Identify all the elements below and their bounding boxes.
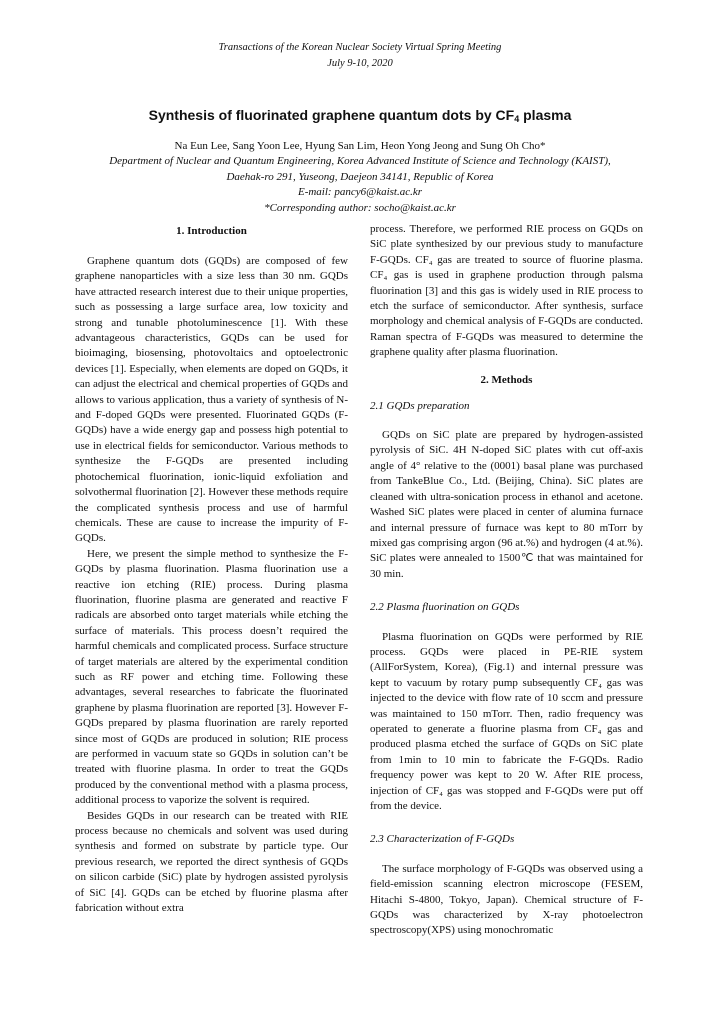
author-email: E-mail: pancy6@kaist.ac.kr: [297, 186, 423, 198]
subsection-heading-characterization: 2.3 Characterization of F-GQDs: [370, 833, 515, 846]
affiliation-block: [0, 154, 720, 216]
intro-paragraph-1: Graphene quantum dots (GQDs) are composed of few graphene nanoparticles with a size less than 30 nm. GQDs have attracted research interest due to their unique properties, such as possessing a large surface area, low toxicity and strong and tunable photoluminescence [1]. With these advantageous characteristics, GQDs can be used for bioimaging, biosensing, photovoltaics and optoelectronic devices [1]. Especially, when elements are doped on GQDs, it can adjust the electrical and chemical properties of GQDs and allows to various application, thus a variety of synthesis of N- and F-doped GQDs were presented. Fluorinated GQDs (F-GQDs) have a wide energy gap and possess high potential to use in electrical fields for semiconductor. Various methods to synthesize the F-GQDs are presented including photochemical fluorination, ionic-liquid exfoliation and solvothermal fluorination [2]. However these methods require the complicated synthesis process and use of harmful chemicals. These are cause to increase the impurity of F-GQDs.: [75, 255, 348, 545]
methods-paragraph-preparation: GQDs on SiC plate are prepared by hydrogen-assisted pyrolysis of SiC. 4H N-doped SiC plates with cut off-axis angle of 4° relative to the (0001) basal plane was purchased from TankeBlue Co., Ltd. (Beijing, China). SiC plates are cleaned with ultra-sonication process in ethanol and acetone. Washed SiC plates were placed in center of alumina furnace and internal pressure of furnace was kept to 80 mTorr by mixed gas comprising argon (96 at.%) and hydrogen (4 at.%). SiC plates were annealed to 1500℃ that was maintained for 30 min.: [370, 429, 643, 580]
paper-title-tail: plasma: [519, 107, 572, 123]
paper-title-main: Synthesis of fluorinated graphene quantum dots by CF: [148, 107, 515, 123]
conference-name: Transactions of the Korean Nuclear Society Virtual Spring Meeting: [218, 42, 502, 53]
affiliation-line-1: Department of Nuclear and Quantum Engineering, Korea Advanced Institute of Science and Technology (KAIST),: [109, 155, 611, 167]
intro-paragraph-3: Besides GQDs in our research can be treated with RIE process because no chemicals and solvent was used during synthesis and formed on substrate by particle type. Our previous research, we reported the direct synthesis of GQDs on silicon carbide (SiC) plate by hydrogen assisted pyrolysis of SiC [4]. GQDs can be etched by fluorine plasma after fabrication without extra: [75, 809, 348, 915]
section-heading-introduction: 1. Introduction: [176, 225, 247, 237]
affiliation-line-2: Daehak-ro 291, Yuseong, Daejeon 34141, Republic of Korea: [226, 170, 494, 183]
right-column: [370, 222, 643, 939]
left-column: [75, 222, 348, 916]
intro-paragraph-2: Here, we present the simple method to synthesize the F-GQDs by plasma fluorination. Plasma fluorination use a reactive ion etching (RIE) process. During plasma fluorination, fluorine plasma are generated and reactive F radicals are absorbed onto target materials while etching the surface of materials. This process doesn’t required the harmful chemicals and complicated process. Surface structure of target materials are altered by the experimental condition such as RF power and etching time. Following these advantages, several researches to fabricate the fluorinated graphene by plasma fluorination are reported [3]. However F-GQDs prepared by plasma fluorination are rarely reported since most of GQDs are produced in solution; RIE process are performed in vacuum state so GQDs in solution can’t be treated with fluorine plasma. In order to treat the GQDs produced by the conventional method with a plasma process, additional process to vaporize the solvent is required.: [75, 547, 348, 807]
corresponding-author: *Corresponding author: socho@kaist.ac.kr: [264, 201, 456, 214]
conference-date: July 9-10, 2020: [327, 58, 393, 69]
paper-title: [0, 107, 720, 124]
methods-paragraph-characterization: The surface morphology of F-GQDs was observed using a field-emission scanning electron microscope (FESEM, Hitachi S-4800, Tokyo, Japan). Chemical structure of F-GQDs was characterized by X-ray photoelectron spectroscopy(XPS) using monochromatic: [370, 862, 643, 937]
methods-paragraph-fluorination: Plasma fluorination on GQDs were performed by RIE process. GQDs were placed in PE-RIE system (AllForSystem, Korea), (Fig.1) and internal pressure was kept to vacuum by rotary pump subsequently CF₄ gas was injected to the device with flow rate of 10 sccm and pressure was maintained to 150 mTorr. Then, radio frequency was operated to generate a fluorine plasma from CF₄ gas and produced plasma etched the surface of GQDs on SiC plate from 1min to 10 min to fabricate the F-GQDs. Radio frequency power was kept to 20 W. After RIE process, injection of CF₄ gas was stopped and F-GQDs were put off from the device.: [370, 630, 643, 812]
running-header: [0, 40, 720, 72]
paper-title-subscript: 4: [514, 114, 520, 124]
subsection-heading-plasma-fluorination: 2.2 Plasma fluorination on GQDs: [370, 601, 520, 614]
subsection-heading-gqds-preparation: 2.1 GQDs preparation: [370, 399, 470, 412]
author-list: Na Eun Lee, Sang Yoon Lee, Hyung San Lim, Heon Yong Jeong and Sung Oh Cho*: [174, 140, 546, 152]
section-heading-methods: 2. Methods: [480, 373, 533, 386]
intro-continuation-paragraph: process. Therefore, we performed RIE process on GQDs on SiC plate synthesized by our previous study to manufacture F-GQDs. CF₄ gas are treated to source of fluorine plasma. CF₄ gas is used in graphene production through palsma fluorination [3] and this gas is widely used in RIE process to etch the surface of semiconductor. After synthesis, surface morphology and chemical analysis of F-GQDs are conducted. Raman spectra of F-GQDs was measured to determine the graphene quality after plasma fluorination.: [370, 223, 643, 359]
